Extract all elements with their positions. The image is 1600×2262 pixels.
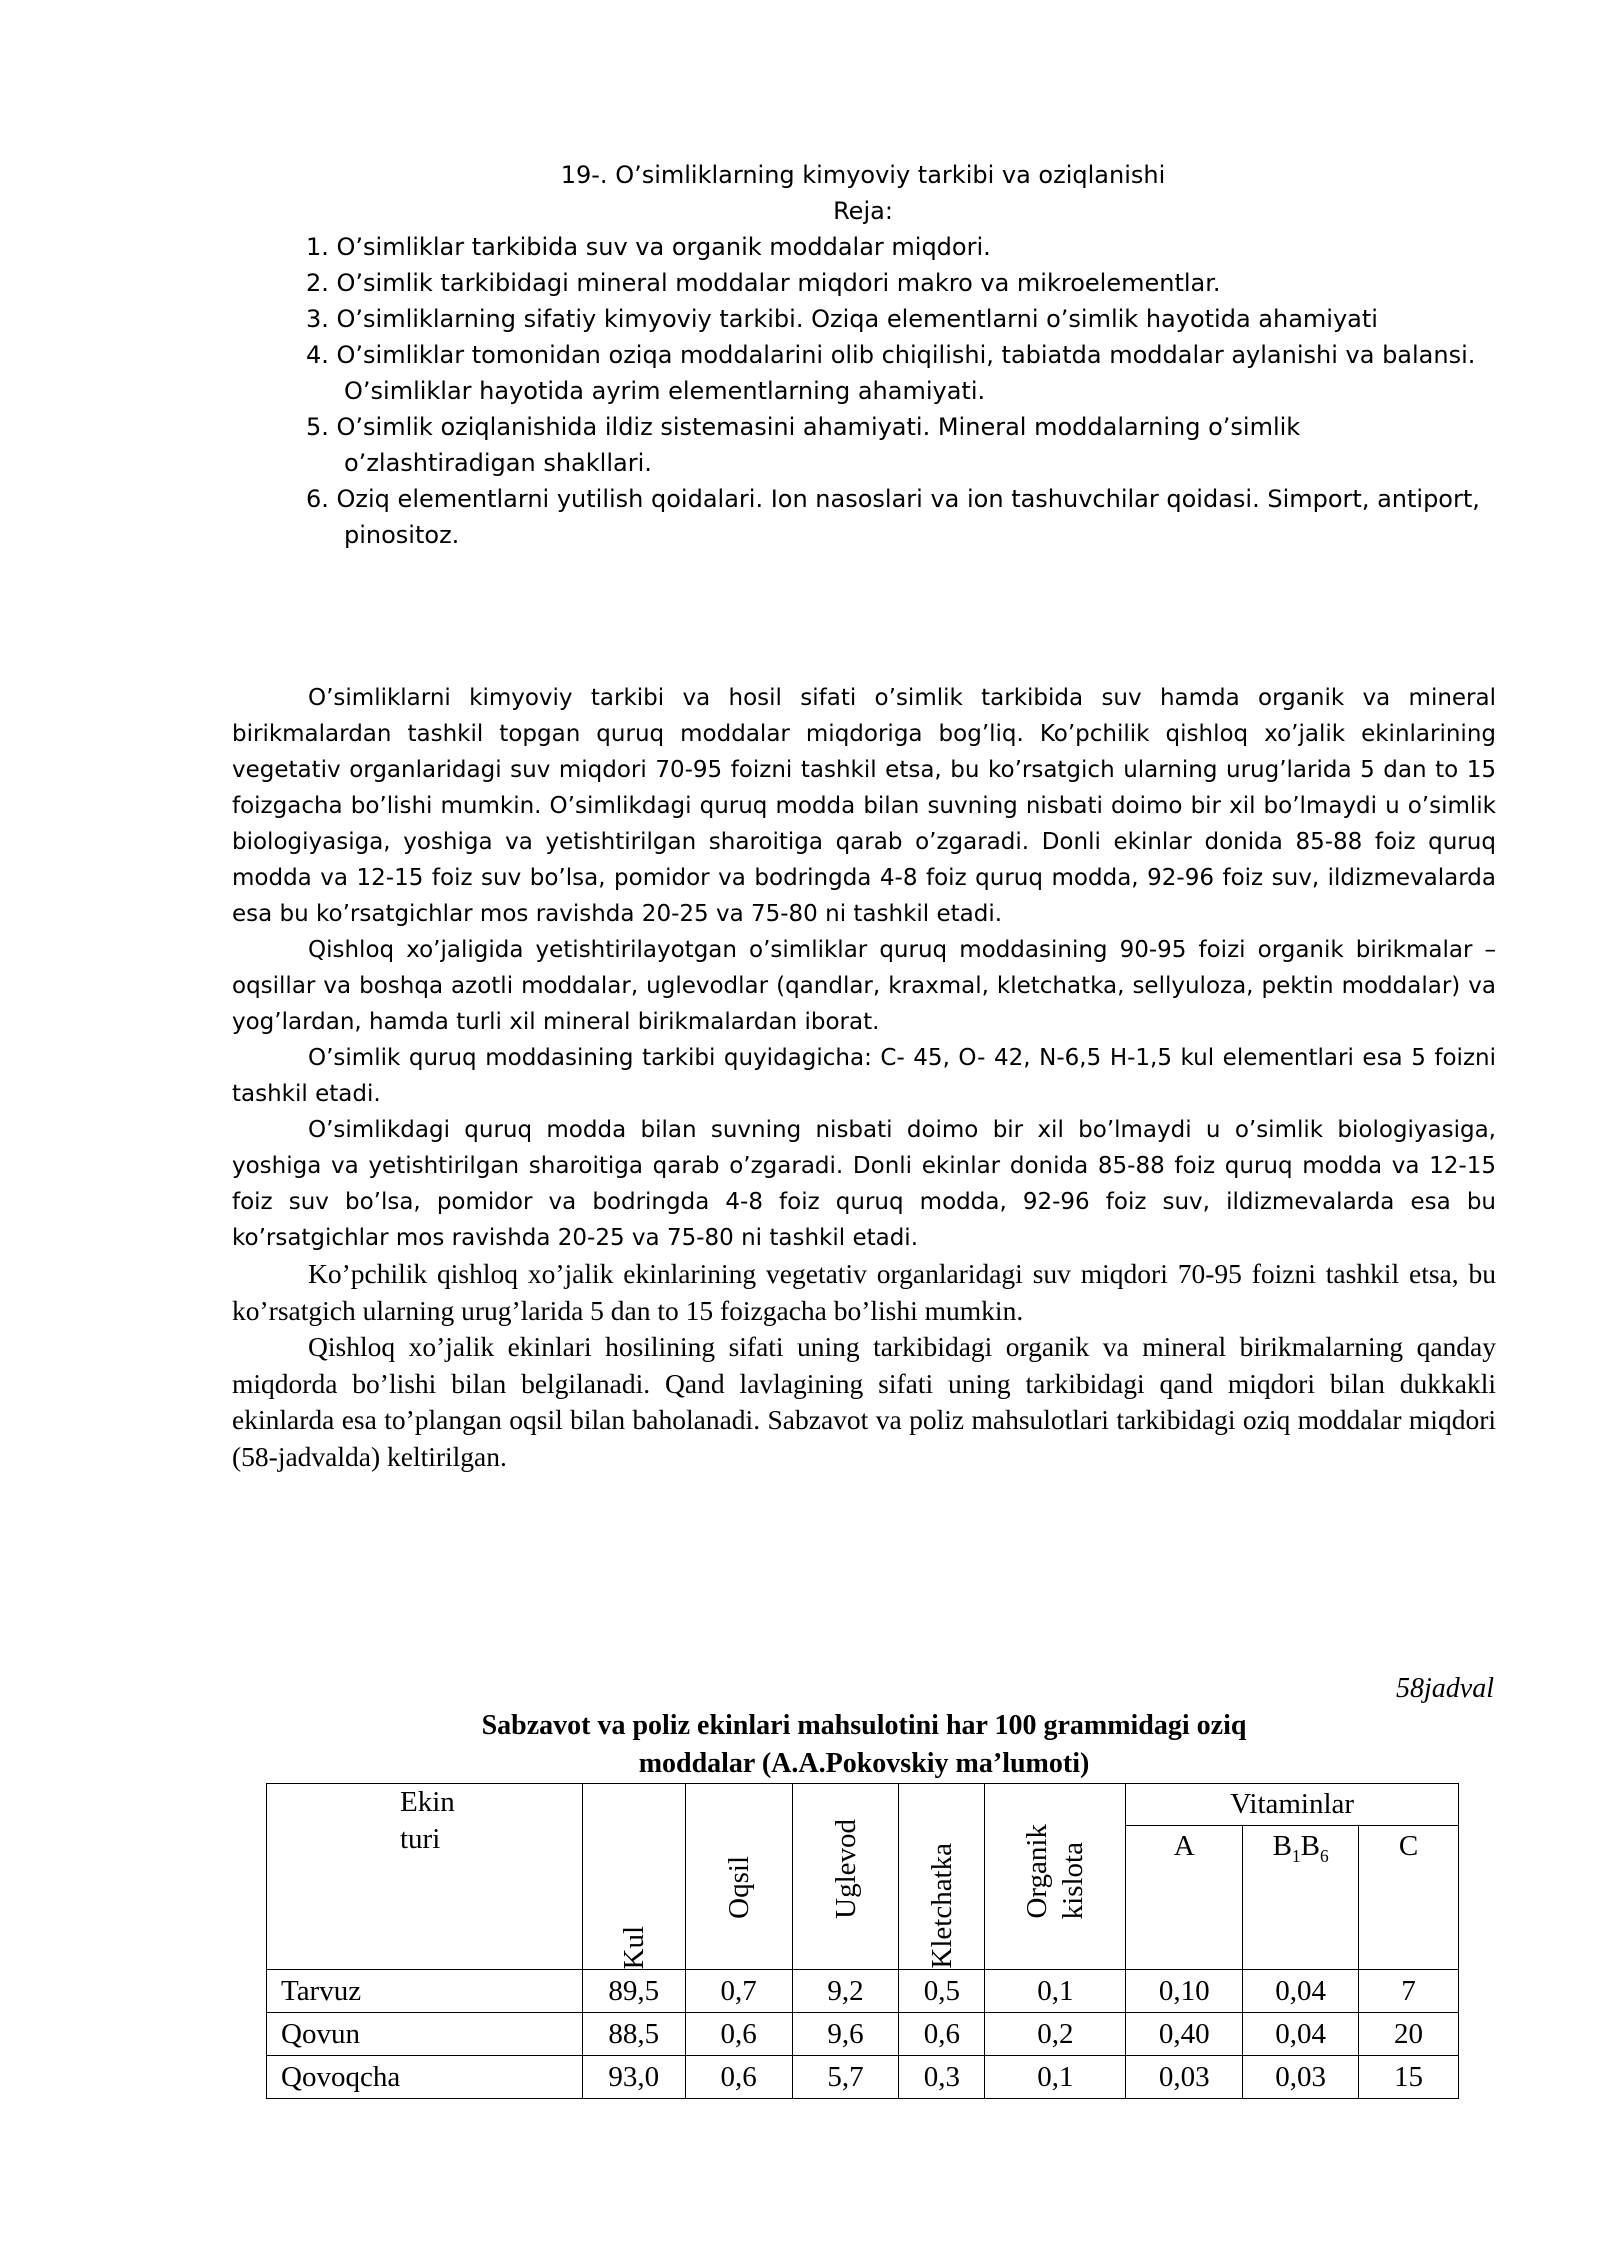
cell-kul: 88,5 [582, 2013, 685, 2056]
paragraph: O’simlikdagi quruq modda bilan suvning nisbati doimo bir xil bo’lmaydi u o’simlik biologiyasiga, yoshiga va yetishtirilgan sharoitiga qarab o’zgaradi. Donli ekinlar donida 85-88 foiz quruq modda va 12-15 foiz suv bo’lsa, pomidor va bodringda 4-8 foiz quruq modda, 92-96 foiz suv, ildizmevalarda esa bu ko’rsatgichlar mos ravishda 20-25 va 75-80 ni tashkil etadi. [232, 1117, 1496, 1251]
cell-vitamin-b: 0,04 [1243, 1970, 1359, 2013]
paragraph: Qishloq xo’jalik ekinlari hosilining sifati uning tarkibidagi organik va mineral birikmalarning qanday miqdorda bo’lishi bilan belgilanadi. Qand lavlagining sifati uning tarkibidagi qand miqdori bilan dukkakli ekinlarda esa to’plangan oqsil bilan baholanadi. Sabzavot va poliz mahsulotlari tarkibidagi oziq moddalar miqdori (58-jadvalda) keltirilgan. [232, 1331, 1496, 1472]
plan-item: 4. O’simliklar tomonidan oziqa moddalarini olib chiqilishi, tabiatda moddalar aylanishi va balansi. O’simliklar hayotida ayrim elementlarning ahamiyati. [306, 341, 1476, 405]
plan-item: 1. O’simliklar tarkibida suv va organik moddalar miqdori. [306, 233, 991, 261]
header-kul: Kul [582, 1784, 685, 1970]
plan-list [306, 229, 1496, 553]
page-title: 19-. O’simliklarning kimyoviy tarkibi va oziqlanishi [560, 161, 1166, 189]
cell-kletchatka: 0,3 [899, 2056, 985, 2099]
nutrient-table [266, 1783, 1459, 2099]
plan-item: 6. Oziq elementlarni yutilish qoidalari. Ion nasoslari va ion tashuvchilar qoidasi. Simport, antiport, pinositoz. [306, 485, 1480, 549]
header-vitamin-b1b6: $B_1B_6$ [1243, 1825, 1359, 1969]
cell-vitamin-b: 0,03 [1243, 2056, 1359, 2099]
cell-crop-name: Qovun [267, 2013, 583, 2056]
cell-vitamin-a: 0,03 [1126, 2056, 1243, 2099]
cell-oqsil: 0,6 [685, 2013, 792, 2056]
cell-crop-name: Tarvuz [267, 1970, 583, 2013]
table-row [267, 2056, 1459, 2099]
table-row [267, 1970, 1459, 2013]
header-oqsil: Oqsil [685, 1784, 792, 1970]
cell-kletchatka: 0,6 [899, 2013, 985, 2056]
table-number: 58jadval [1396, 1673, 1494, 1704]
cell-oqsil: 0,7 [685, 1970, 792, 2013]
table-title [232, 1707, 1496, 1783]
cell-kul: 93,0 [582, 2056, 685, 2099]
cell-uglevod: 5,7 [792, 2056, 899, 2099]
cell-vitamin-b: 0,04 [1243, 2013, 1359, 2056]
cell-vitamin-c: 15 [1359, 2056, 1459, 2099]
header-vitamin-c: C [1359, 1825, 1459, 1969]
plan-item: 2. O’simlik tarkibidagi mineral moddalar miqdori makro va mikroelementlar. [306, 269, 1221, 297]
cell-organik: 0,1 [985, 1970, 1126, 2013]
cell-crop-name: Qovoqcha [267, 2056, 583, 2099]
plan-heading: Reja: [833, 197, 893, 225]
plan-item: 3. O’simliklarning sifatiy kimyoviy tarkibi. Oziqa elementlarni o’simlik hayotida ahamiyati [306, 305, 1378, 333]
header-crop-type: Ekin turi [267, 1784, 583, 1970]
cell-vitamin-c: 20 [1359, 2013, 1459, 2056]
header-uglevod: Uglevod [792, 1784, 899, 1970]
table-title-line: Sabzavot va poliz ekinlari mahsulotini har 100 grammidagi oziq [481, 1710, 1247, 1741]
paragraph: O’simlik quruq moddasining tarkibi quyidagicha: C- 45, O- 42, N-6,5 H-1,5 kul elementlari esa 5 foizni tashkil etadi. [232, 1045, 1496, 1107]
header-organik-kislota: Organik kislota [985, 1784, 1126, 1970]
header-kletchatka: Kletchatka [899, 1784, 985, 1970]
header-vitaminlar: Vitaminlar [1126, 1784, 1459, 1826]
cell-vitamin-c: 7 [1359, 1970, 1459, 2013]
paragraph: Ko’pchilik qishloq xo’jalik ekinlarining vegetativ organlaridagi suv miqdori 70-95 foizni tashkil etsa, bu ko’rsatgich ularning urug’larida 5 dan to 15 foizgacha bo’lishi mumkin. [232, 1258, 1496, 1326]
cell-uglevod: 9,6 [792, 2013, 899, 2056]
cell-kul: 89,5 [582, 1970, 685, 2013]
table-title-line: moddalar (A.A.Pokovskiy ma’lumoti) [638, 1748, 1090, 1779]
plan-item: 5. O’simlik oziqlanishida ildiz sistemasini ahamiyati. Mineral moddalarning o’simlik o’zlashtiradigan shakllari. [306, 413, 1301, 477]
paragraph: Qishloq xo’jaligida yetishtirilayotgan o’simliklar quruq moddasining 90-95 foizi organik birikmalar – oqsillar va boshqa azotli moddalar, uglevodlar (qandlar, kraxmal, kletchatka, sellyuloza, pektin moddalar) va yog’lardan, hamda turli xil mineral birikmalardan iborat. [232, 937, 1496, 1035]
cell-vitamin-a: 0,40 [1126, 2013, 1243, 2056]
cell-kletchatka: 0,5 [899, 1970, 985, 2013]
cell-vitamin-a: 0,10 [1126, 1970, 1243, 2013]
table-row [267, 2013, 1459, 2056]
body-text [232, 680, 1496, 1475]
paragraph: O’simliklarni kimyoviy tarkibi va hosil sifati o’simlik tarkibida suv hamda organik va mineral birikmalardan tashkil topgan quruq moddalar miqdoriga bog’liq. Ko’pchilik qishloq xo’jalik ekinlarining vegetativ organlaridagi suv miqdori 70-95 foizni tashkil etsa, bu ko’rsatgich ularning urug’larida 5 dan to 15 foizgacha bo’lishi mumkin. O’simlikdagi quruq modda bilan suvning nisbati doimo bir xil bo’lmaydi u o’simlik biologiyasiga, yoshiga va yetishtirilgan sharoitiga qarab o’zgaradi. Donli ekinlar donida 85-88 foiz quruq modda va 12-15 foiz suv bo’lsa, pomidor va bodringda 4-8 foiz quruq modda, 92-96 foiz suv, ildizmevalarda esa bu ko’rsatgichlar mos ravishda 20-25 va 75-80 ni tashkil etadi. [232, 685, 1496, 927]
cell-organik: 0,2 [985, 2013, 1126, 2056]
cell-organik: 0,1 [985, 2056, 1126, 2099]
cell-oqsil: 0,6 [685, 2056, 792, 2099]
header-vitamin-a: A [1126, 1825, 1243, 1969]
cell-uglevod: 9,2 [792, 1970, 899, 2013]
